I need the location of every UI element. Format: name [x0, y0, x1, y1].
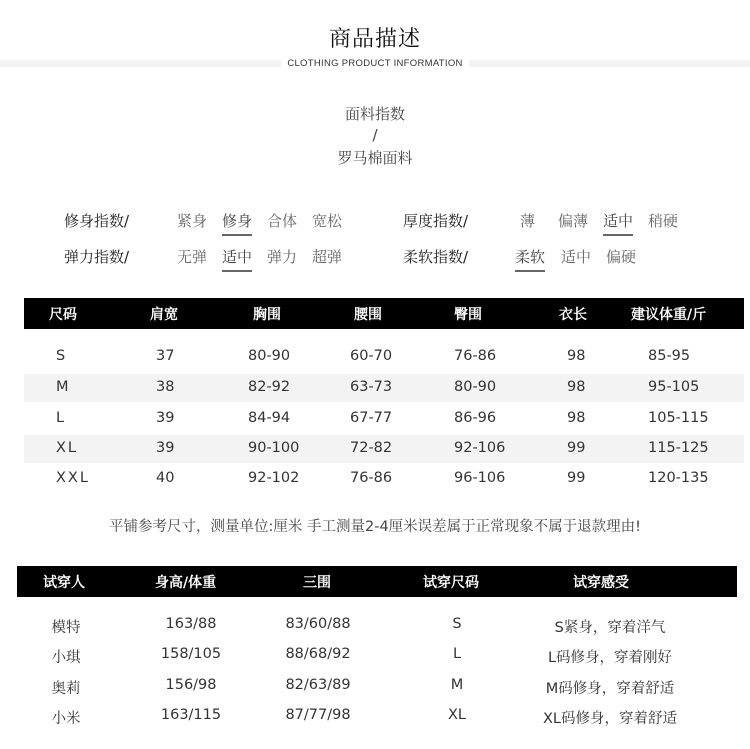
size-cell: 115-125 — [648, 440, 709, 456]
size-header-cell: 臀围 — [454, 306, 482, 323]
fitting-cell: 163/115 — [160, 707, 222, 723]
fitting-cell: 模特 — [51, 620, 81, 636]
size-header-cell: 衣长 — [559, 306, 587, 323]
size-cell: 67-77 — [350, 410, 393, 426]
fitting-cell: S — [452, 616, 462, 632]
size-cell: 84-94 — [248, 410, 291, 426]
size-cell: M — [56, 379, 69, 395]
fitting-cell: L码修身，穿着刚好 — [547, 650, 673, 666]
fitting-header-cell: 试穿尺码 — [423, 574, 479, 591]
fabric-label: 面料指数 — [344, 105, 405, 123]
fitting-cell: 163/88 — [165, 616, 217, 632]
fitting-cell: XL — [447, 707, 467, 723]
thickness-index-label: 厚度指数/ — [403, 212, 469, 230]
fit-option: 宽松 — [312, 212, 343, 230]
size-cell: 120-135 — [648, 470, 709, 486]
fitting-cell: L — [452, 646, 462, 662]
fit-option: 合体 — [267, 212, 298, 230]
fabric-separator: / — [372, 126, 378, 144]
fit-index-label: 修身指数/ — [64, 212, 130, 230]
page-title: 商品描述 — [328, 27, 421, 52]
fitting-cell: XL码修身，穿着舒适 — [542, 711, 678, 727]
size-cell: 76-86 — [350, 470, 393, 486]
fitting-cell: M码修身，穿着舒适 — [545, 681, 675, 697]
fitting-cell: 87/77/98 — [285, 707, 351, 723]
size-cell: XL — [56, 440, 79, 456]
size-cell: 39 — [156, 440, 175, 456]
size-cell: 63-73 — [350, 379, 393, 395]
size-cell: 76-86 — [454, 348, 497, 364]
fitting-header-cell: 三围 — [303, 574, 331, 591]
size-cell: 95-105 — [648, 379, 700, 395]
size-cell: 96-106 — [454, 470, 506, 486]
size-cell: 37 — [156, 348, 175, 364]
size-cell: 38 — [156, 379, 175, 395]
thickness-option: 薄 — [520, 212, 536, 230]
elasticity-option: 超弹 — [312, 248, 343, 266]
size-table-header — [24, 298, 744, 329]
fitting-cell: 82/63/89 — [285, 677, 351, 693]
size-cell: 90-100 — [248, 440, 300, 456]
elasticity-index-label: 弹力指数/ — [64, 248, 130, 266]
fit-option-selected: 修身 — [222, 210, 252, 236]
size-cell: XXL — [56, 470, 90, 486]
size-cell: S — [56, 348, 66, 364]
size-header-cell: 腰围 — [354, 306, 382, 323]
elasticity-option: 无弹 — [177, 248, 208, 266]
fitting-table-header — [17, 566, 737, 597]
size-cell: 39 — [156, 410, 175, 426]
size-cell: 105-115 — [648, 410, 709, 426]
thickness-option: 稍硬 — [648, 212, 679, 230]
size-cell: L — [56, 410, 65, 426]
fitting-cell: 小琪 — [51, 650, 81, 666]
fitting-cell: 158/105 — [160, 646, 222, 662]
fitting-header-cell: 身高/体重 — [155, 574, 217, 591]
fitting-header-cell: 试穿感受 — [573, 574, 629, 591]
size-cell: 92-106 — [454, 440, 506, 456]
size-cell: 80-90 — [454, 379, 497, 395]
size-header-cell: 肩宽 — [150, 306, 178, 323]
fitting-cell: 88/68/92 — [285, 646, 351, 662]
size-cell: 99 — [567, 440, 586, 456]
fitting-cell: M — [450, 677, 464, 693]
size-cell: 72-82 — [350, 440, 393, 456]
size-header-cell: 尺码 — [49, 306, 77, 323]
size-cell: 60-70 — [350, 348, 393, 364]
size-cell: 80-90 — [248, 348, 291, 364]
softness-index-label: 柔软指数/ — [403, 248, 469, 266]
elasticity-option-selected: 适中 — [222, 246, 252, 272]
softness-option: 偏硬 — [606, 248, 637, 266]
size-header-cell: 建议体重/斤 — [631, 306, 707, 323]
fitting-cell: 奥莉 — [51, 681, 81, 697]
fabric-value: 罗马棉面料 — [337, 149, 413, 167]
thickness-option-selected: 适中 — [603, 210, 633, 236]
page-subtitle: CLOTHING PRODUCT INFORMATION — [0, 58, 750, 69]
elasticity-option: 弹力 — [267, 248, 298, 266]
size-cell: 98 — [567, 348, 586, 364]
size-cell: 85-95 — [648, 348, 691, 364]
size-cell: 98 — [567, 410, 586, 426]
measurement-note: 平铺参考尺寸，测量单位:厘米 手工测量2-4厘米误差属于正常现象不属于退款理由! — [109, 519, 641, 535]
size-header-cell: 胸围 — [253, 306, 281, 323]
fit-option: 紧身 — [177, 212, 208, 230]
size-cell: 99 — [567, 470, 586, 486]
fitting-cell: 156/98 — [165, 677, 217, 693]
fitting-cell: 83/60/88 — [285, 616, 351, 632]
size-cell: 98 — [567, 379, 586, 395]
thickness-option: 偏薄 — [558, 212, 589, 230]
size-cell: 82-92 — [248, 379, 291, 395]
fitting-header-cell: 试穿人 — [43, 574, 85, 591]
size-cell: 92-102 — [248, 470, 300, 486]
fitting-cell: 小米 — [51, 711, 81, 727]
size-cell: 40 — [156, 470, 175, 486]
fitting-cell: S紧身，穿着洋气 — [554, 620, 666, 636]
softness-option: 适中 — [561, 248, 592, 266]
softness-option-selected: 柔软 — [515, 246, 545, 272]
size-cell: 86-96 — [454, 410, 497, 426]
